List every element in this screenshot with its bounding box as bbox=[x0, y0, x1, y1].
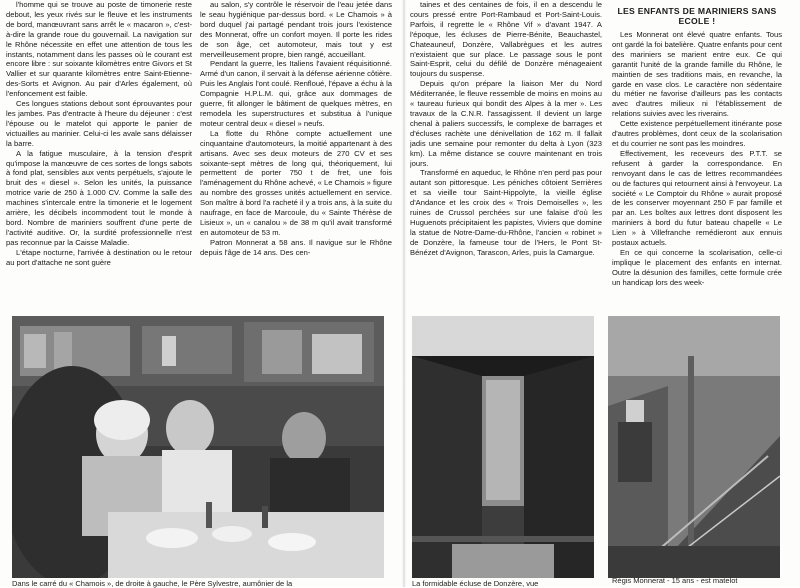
paragraph: Effectivement, les receveurs des P.T.T. se refusent à garder la correspondance. En renvoyant dans le cas de lettres recommandées ou de factures qui retournent ainsi à l'envoyeur. La société « Le Comptoir du Rhône » aurait proposé de les conserver moyennant 250 F par famille et par an. Les boîtes aux lettres dont disposent les mariniers à bord du futur bateau chapelle « Le Lien » à Villefranche remédieront aux ennuis postaux actuels. bbox=[612, 148, 782, 248]
article-column-2 bbox=[200, 0, 392, 305]
paragraph: Transformé en aqueduc, le Rhône n'en perd pas pour autant son pittoresque. Les péniches côtoient Serrières et sa vieille tour Saint-Hippolyte, la vieille église d'Andance et les croix des « Trois Demoiselles », les ruines de Crussol perchées sur une falaise d'où les Huguenots précipitaient les papistes, Viviers que domine la statue de Notre-Dame-du-Rhône, l'ancien « robinet » de Donzère, la fameuse tour de l'Hers, le Pont St-Bénézet d'Avignon, Tarascon, Arles, puis la Camargue. bbox=[410, 168, 602, 257]
paragraph: Depuis qu'on prépare la liaison Mer du Nord Méditerranée, le fleuve ressemble de moins en moins au « taureau furieux qui bondit des Alpes à la mer ». Les travaux de la C.N.R. l'assagissent. Il devient un large chenal à paliers successifs, le complexe de barrages et d'écluses rachète une dénivellation de 162 m. Il fallait jadis une semaine pour remonter du delta à Lyon (323 km). La même distance se couvre maintenant en trois jours. bbox=[410, 79, 602, 168]
paragraph: Les Monnerat ont élevé quatre enfants. Tous ont gardé la foi batelière. Quatre enfants pour cent des mariniers se marient entre eux. Ce qui garantit l'unité de la grande famille du Rhône, le maintien de ses traditions mais, en revanche, la garde en vase clos. Le caractère non sédentaire du métier ne favorise d'ailleurs pas les contacts avec d'autres milieux ni l'établissement de relations suivies avec les riverains. bbox=[612, 30, 782, 119]
photo-lock-chamber-graphic bbox=[412, 316, 594, 578]
photo-cabin-dinner-graphic bbox=[12, 316, 384, 578]
paragraph: taines et des centaines de fois, il en a descendu le cours pressé entre Port-Rambaud et Port-Saint-Louis. Parfois, il regrette le « Rhône Vif » d'avant 1947. A l'époque, les écluses de Pierre-Bénite, Beauchastel, Chateauneuf, Donzère, Vallabrègues et les autres n'existaient que sur place. Le passage sous le pont Saint-Esprit, celui du défilé de Donzère ménageaient toujours du suspense. bbox=[410, 0, 602, 79]
caption-photo-1: Dans le carré du « Chamois », de droite à gauche, le Père Sylvestre, aumônier de la bbox=[12, 579, 293, 588]
paragraph: l'homme qui se trouve au poste de timonerie reste debout, les yeux rivés sur le fleuve et les instruments de bord, manœuvrant sans arrêt le « macaron », c'est-à-dire la grande roue du gouvernail. La navigation sur le Rhône nécessite en effet une attention de tous les instants, notamment dans les passes où le courant est encore libre : sur soixante kilomètres entre Givors et St Vallier et sur quarante kilomètres entre Saint-Etienne-des-Sorts et Avignon. Au pair d'Arles également, où l'enfoncement est faible. bbox=[6, 0, 192, 99]
article-column-1 bbox=[6, 0, 192, 300]
paragraph: Patron Monnerat a 58 ans. Il navigue sur le Rhône depuis l'âge de 14 ans. Des cen- bbox=[200, 237, 392, 257]
paragraph: Cette existence perpétuellement itinérante pose d'autres problèmes, dont ceux de la scolarisation et du courrier ne sont pas les moindres. bbox=[612, 119, 782, 148]
photo-deck-sailor bbox=[608, 316, 780, 578]
caption-photo-3: Régis Monnerat - 15 ans - est matelot bbox=[612, 576, 738, 585]
sidebar-column bbox=[612, 0, 782, 305]
page-fold bbox=[402, 0, 406, 587]
paragraph: au salon, s'y contrôle le réservoir de l'eau jetée dans le seau hygiénique par-dessus bord. « Le Chamois » à bord duquel j'ai partagé pendant trois jours l'existence des Monnerat, offre un confort moyen. Il porte les rides de son âge, cet automoteur, mais tout y est merveilleusement propre, bien rangé, accueillant. bbox=[200, 0, 392, 59]
paragraph: La flotte du Rhône compte actuellement une cinquantaine d'automoteurs, la moitié appartenant à des artisans. Avec ses deux moteurs de 270 CV et ses soixante-sept mètres de long qui, théoriquement, lui permettent de porter 750 t de fret, une fois l'aménagement du Rhône achevé, « Le Chamois » figure au nombre des grosses unités actuellement en service. Son maître à bord l'a racheté il y a trois ans, à la suite du naufrage, en face de Marcoule, du « Sainte Thérèse de Lisieux », un « canalou » de 38 m qu'il avait transformé en automoteur de 53 m. bbox=[200, 128, 392, 237]
photo-lock-chamber bbox=[412, 316, 594, 578]
paragraph: L'étape nocturne, l'arrivée à destination ou le retour au port d'attache ne sont guère bbox=[6, 247, 192, 267]
photo-cabin-dinner bbox=[12, 316, 384, 578]
paragraph: Ces longues stations debout sont éprouvantes pour les jambes. Pas d'entracte à l'heure du déjeuner : c'est l'épouse ou le matelot qui apporte le panier de victuailles au marinier. Celui-ci les avale sans délaisser la barre. bbox=[6, 99, 192, 148]
paragraph: Pendant la guerre, les Italiens l'avaient réquisitionné. Armé d'un canon, il servait à la défense aérienne côtière. Puis les Anglais l'ont coulé. Renfloué, l'épave a échu à la Compagnie H.P.L.M. qui, grâce aux dommages de guerre, fit allonger le bâtiment de quelques mètres, en remodela les superstructures et substitua à l'unique moteur central deux « diesel » neufs. bbox=[200, 59, 392, 128]
paragraph: En ce qui concerne la scolarisation, celle-ci implique le placement des enfants en internat. Outre la désunion des familles, cette formule crée un handicap lors des week- bbox=[612, 247, 782, 287]
paragraph: A la fatigue musculaire, à la tension d'esprit qu'impose la manœuvre de ces sortes de longs sabots à fond plat, sensibles aux vents perpétuels, s'ajoute le bruit des « diesel ». Selon les unités, la puissance motrice varie de 250 à 1.000 CV. Comme la salle des machines s'intercale entre la timonerie et le logement arrière, les décibels incommodent tout le monde à bord. Nombre de mariniers souffrent d'une perte de l'activité auditive. Or, la surdité professionnelle n'est pas reconnue par la Caisse Maladie. bbox=[6, 148, 192, 247]
caption-photo-2: La formidable écluse de Donzère, vue bbox=[412, 579, 539, 588]
sidebar-title: LES ENFANTS DE MARINIERS SANS ECOLE ! bbox=[617, 6, 777, 26]
article-column-3 bbox=[410, 0, 602, 305]
photo-deck-sailor-graphic bbox=[608, 316, 780, 578]
